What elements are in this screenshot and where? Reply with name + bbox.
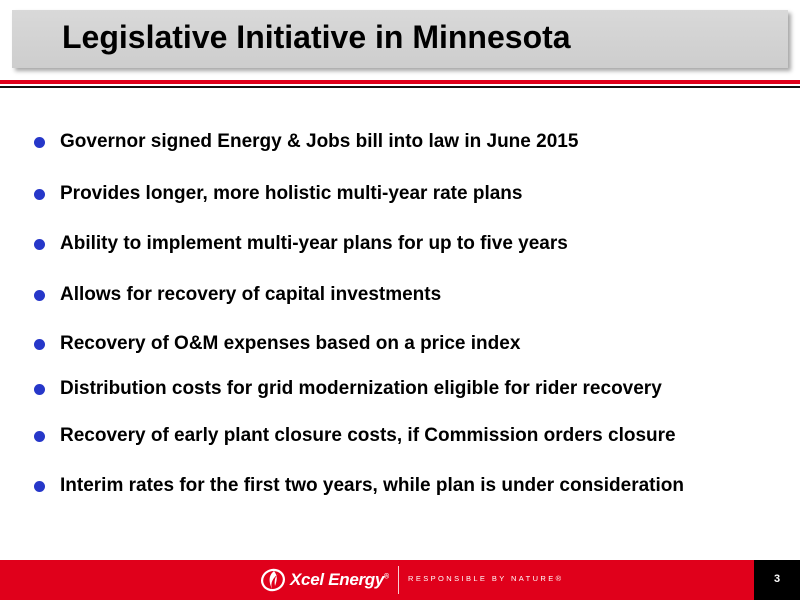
bullet-item [34, 232, 568, 256]
bullet-text: Ability to implement multi-year plans for up to five years [60, 233, 568, 254]
logo-wordmark [290, 570, 389, 590]
footer-separator [398, 566, 399, 594]
page-number-box [754, 560, 800, 600]
bullet-dot-icon [34, 137, 45, 148]
bullet-text: Allows for recovery of capital investments [60, 284, 442, 305]
bullet-item [34, 283, 441, 307]
bullet-text: Governor signed Energy & Jobs bill into law in June 2015 [60, 131, 579, 152]
bullet-dot-icon [34, 339, 45, 350]
bullet-text: Distribution costs for grid modernization eligible for rider recovery [60, 378, 662, 399]
bullet-item [34, 424, 676, 448]
bullet-item [34, 182, 522, 206]
footer-tagline: RESPONSIBLE BY NATURE® [408, 574, 564, 583]
footer-bar [0, 560, 800, 600]
bullet-item [34, 332, 520, 356]
bullet-dot-icon [34, 431, 45, 442]
bullet-dot-icon [34, 384, 45, 395]
xcel-energy-logo [260, 568, 389, 592]
bullet-text: Interim rates for the first two years, while plan is under consideration [60, 475, 684, 496]
bullet-dot-icon [34, 239, 45, 250]
logo-wordmark-text: Xcel Energy [290, 570, 385, 589]
logo-registered-mark: ® [384, 573, 389, 581]
bullet-item [34, 377, 662, 401]
bullet-item [34, 474, 684, 498]
slide-title: Legislative Initiative in Minnesota [62, 19, 571, 55]
bullet-dot-icon [34, 481, 45, 492]
page-number: 3 [773, 573, 781, 585]
bullet-text: Recovery of O&M expenses based on a price index [60, 333, 521, 354]
bullet-item [34, 130, 578, 154]
bullet-text: Recovery of early plant closure costs, if Commission orders closure [60, 425, 676, 446]
bullet-dot-icon [34, 189, 45, 200]
xcel-flame-logo-icon [260, 568, 286, 592]
bullet-dot-icon [34, 290, 45, 301]
bullet-text: Provides longer, more holistic multi-year rate plans [60, 183, 523, 204]
